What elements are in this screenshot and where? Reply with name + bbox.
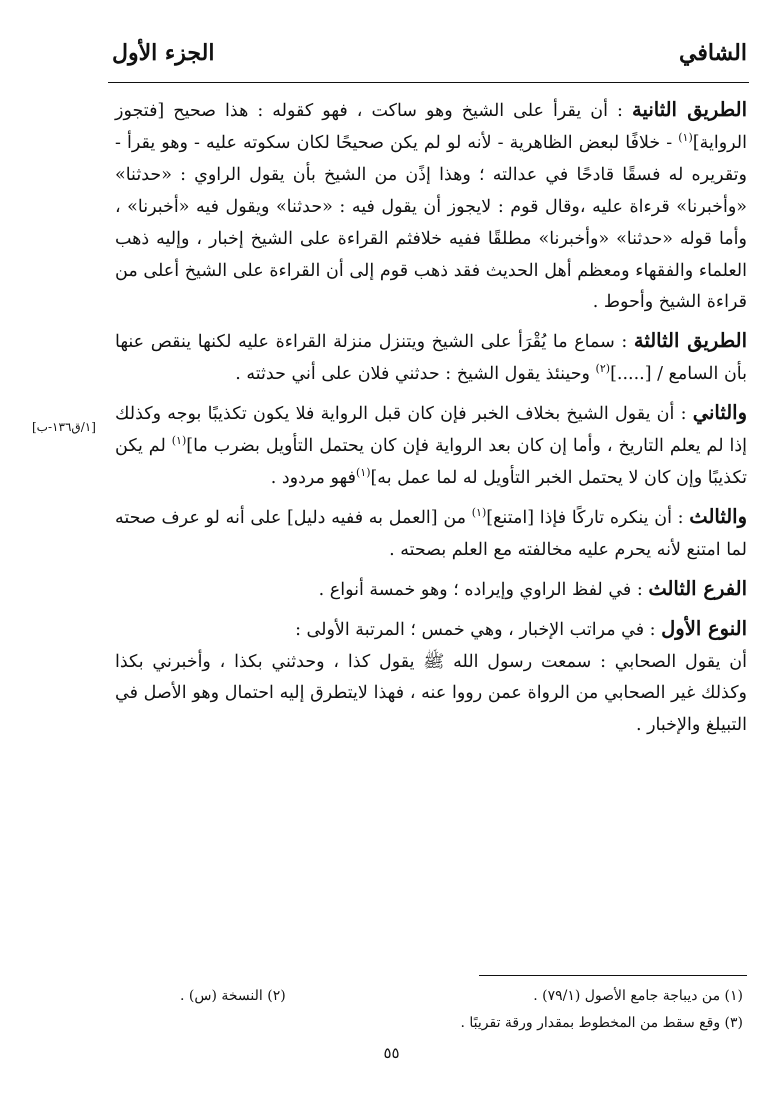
- paragraph-second: [115, 397, 747, 495]
- paragraph-text-cont: لم يكن تكذيبًا وإن كان لا يحتمل الخبر التأويل له لما عمل به]: [115, 436, 747, 488]
- paragraph-text: : في لفظ الراوي وإيراده ؛ وهو خمسة أنواع .: [318, 579, 649, 600]
- footnote-rule: [479, 975, 747, 976]
- footnote-1: (١) من ديباجة جامع الأصول (٧٩/١) .: [533, 988, 743, 1004]
- paragraph-text: : أن يقرأ على الشيخ وهو ساكت ، فهو كقوله : هذا صحيح [فتجوز الرواية]: [115, 101, 747, 153]
- header-rule: [108, 82, 749, 83]
- running-header-volume: الجزء الأول: [112, 40, 215, 66]
- paragraph-second-way: [115, 94, 747, 319]
- footnote-ref: (٢): [595, 362, 611, 376]
- footnote-3: (٣) وقع سقط من المخطوط بمقدار ورقة تقريبًا .: [460, 1015, 743, 1031]
- paragraph-text: : سماع ما يُقْرَأ على الشيخ ويتنزل منزلة القراءة عليه لكنها ينقص عنها بأن السامع / [.....]: [115, 332, 747, 385]
- footnote-ref: (١): [171, 434, 187, 448]
- paragraph-text-end: فهو مردود .: [270, 467, 356, 488]
- paragraph-lead: الطريق الثانية: [631, 98, 747, 121]
- paragraph-first-rank: [115, 647, 747, 743]
- paragraph-lead: الفرع الثالث: [648, 576, 747, 600]
- paragraph-lead: والثاني: [692, 401, 747, 425]
- paragraph-text: : أن ينكره تاركًا فإذا [امتنع]: [486, 507, 690, 528]
- paragraph-text-cont: - خلافًا لبعض الظاهرية - لأنه لو لم يكن صحيحًا لكان سكوته عليه - وهو يقرأ - وتقريره له فسقًا قادحًا في عدالته ؛ وهذا إذًن من الشيخ بأن يقول الراوي : «حدثنا» «وأخبرنا» قرءاة عليه ،وقال قوم : لايجوز أن يقول فيه : «حدثنا» ويقول فيه «أخبرنا» ، وأما قوله «حدثنا» «وأخبرنا» مطلقًا ففيه خلافثم القراءة على الشيخ إخبار ، وإليه ذهب العلماء والفقهاء ومعظم أهل الحديث فقد ذهب قوم إلى أن القراءة على الشيخ أعلى من قراءة الشيخ وأحوط .: [115, 132, 747, 313]
- paragraph-third-way: [115, 325, 747, 391]
- page-number: ٥٥: [383, 1044, 400, 1062]
- paragraph-text: : أن يقول الشيخ بخلاف الخبر فإن كان قبل الرواية فلا يكون تكذيبًا بوجه وكذلك إذا لم يعلم التاريخ ، وأما إن كان بعد الرواية فإن كان يحتمل التأويل بضرب ما]: [115, 404, 747, 457]
- paragraph-text-cont: وحينئذ يقول الشيخ : حدثني فلان على أني حدثته .: [235, 364, 596, 385]
- footnote-ref: (١): [355, 466, 371, 480]
- body-text: [115, 94, 747, 748]
- paragraph-third: [115, 501, 747, 567]
- footnote-ref: (١): [678, 131, 693, 145]
- paragraph-text: : في مراتب الإخبار ، وهي خمس ؛ المرتبة الأولى :: [295, 619, 662, 640]
- paragraph-lead: والثالث: [689, 504, 747, 528]
- paragraph-lead: الطريق الثالثة: [633, 329, 747, 353]
- footnote-2: (٢) النسخة (س) .: [180, 988, 286, 1004]
- paragraph-text-cont: من [العمل به ففيه دليل] على أنه لو عرف صحته لما امتنع لأنه يحرم عليه مخالفته مع العلم بصحته .: [115, 507, 747, 560]
- paragraph-third-branch: [115, 573, 747, 607]
- running-header-title: الشافي: [679, 40, 747, 66]
- margin-folio-note: [١/ق١٣٦-ب]: [32, 420, 96, 434]
- paragraph-text: أن يقول الصحابي : سمعت رسول الله ﷺ يقول كذا ، وحدثني بكذا ، وأخبرني بكذا وكذلك غير الصحابي من الرواة عمن رووا عنه ، فهذا لايتطرق إليه احتمال وهو الأصل في التبيلغ والإخبار .: [115, 651, 747, 736]
- paragraph-first-type: [115, 613, 747, 647]
- footnote-ref: (١): [471, 506, 487, 520]
- paragraph-lead: النوع الأول: [661, 616, 747, 640]
